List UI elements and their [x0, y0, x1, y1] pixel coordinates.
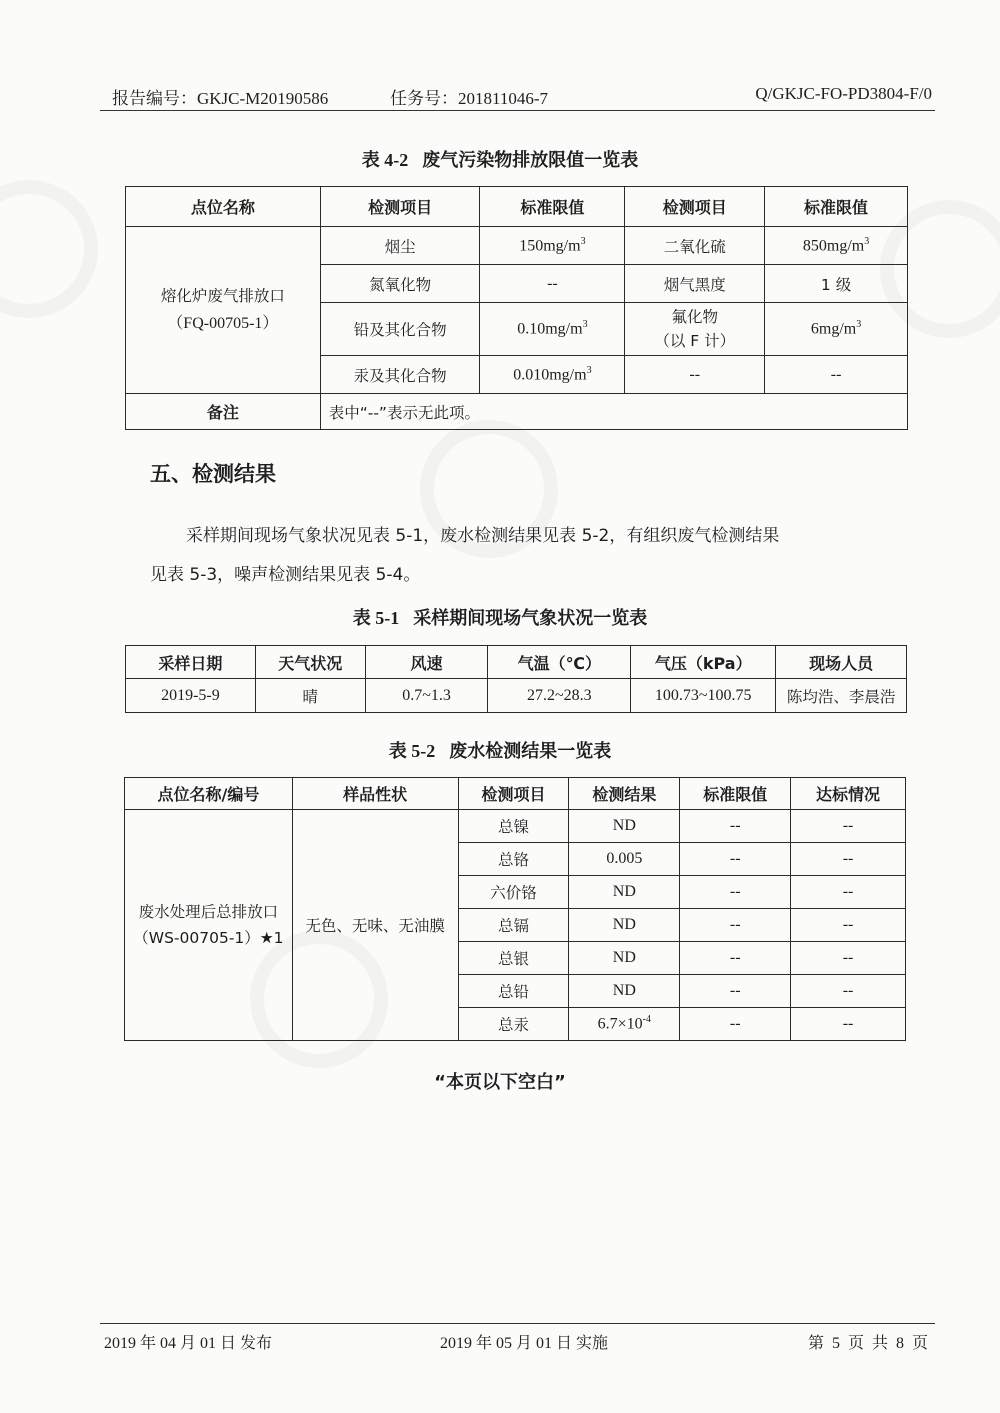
section-title: 五、检测结果 [150, 462, 276, 486]
status-cell: -- [791, 843, 906, 876]
table-5-1-caption [0, 604, 1000, 630]
col-header: 达标情况 [791, 778, 906, 810]
item-cell: 汞及其化合物 [320, 356, 480, 394]
sampling-date: 2019-5-9 [126, 679, 256, 713]
limit-cell: -- [680, 843, 791, 876]
status-cell: -- [791, 1008, 906, 1041]
item-cell: -- [625, 356, 765, 394]
weather: 晴 [255, 679, 365, 713]
effective-date: 2019 年 05 月 01 日 实施 [440, 1335, 609, 1352]
field-staff: 陈均浩、李晨浩 [776, 679, 907, 713]
table-row [126, 679, 907, 713]
item-note: （以 F 计） [654, 332, 736, 350]
site-name: 熔化炉废气排放口 [160, 287, 285, 305]
table-5-2 [124, 777, 906, 1041]
col-header: 现场人员 [776, 646, 907, 679]
col-header: 标准限值 [765, 187, 908, 227]
limit-cell: -- [680, 909, 791, 942]
item-cell: 烟尘 [320, 227, 480, 265]
limit-cell: -- [680, 876, 791, 909]
status-cell: -- [791, 975, 906, 1008]
col-header: 天气状况 [255, 646, 365, 679]
limit-cell: $0.10mg/m^3$ [480, 303, 625, 356]
col-header: 气温（℃） [488, 646, 631, 679]
paragraph-line: 见表 5-3，噪声检测结果见表 5-4。 [150, 565, 421, 585]
caption-title: 采样期间现场气象状况一览表 [413, 608, 648, 629]
col-header: 样品性状 [292, 778, 458, 810]
col-header: 气压（kPa） [631, 646, 776, 679]
wind-speed: 0.7~1.3 [365, 679, 488, 713]
item-cell: 烟气黑度 [625, 265, 765, 303]
item-cell: 氮氧化物 [320, 265, 480, 303]
result-cell: ND [569, 810, 680, 843]
site-cell [126, 227, 321, 394]
task-number: 任务号：201811046-7 [390, 89, 549, 108]
result-cell: ND [569, 942, 680, 975]
item-cell: 总铬 [458, 843, 569, 876]
item-cell: 六价铬 [458, 876, 569, 909]
limit-cell: -- [680, 1008, 791, 1041]
item-cell: 总铅 [458, 975, 569, 1008]
limit-cell: -- [480, 265, 625, 303]
temperature: 27.2~28.3 [488, 679, 631, 713]
limit-cell: -- [765, 356, 908, 394]
result-cell: ND [569, 975, 680, 1008]
status-cell: -- [791, 909, 906, 942]
col-header: 采样日期 [126, 646, 256, 679]
status-cell: -- [791, 810, 906, 843]
result-cell: ND [569, 909, 680, 942]
limit-cell: $850mg/m^3$ [765, 227, 908, 265]
page-number: 第 5 页 共 8 页 [807, 1335, 930, 1352]
blank-page-note: “本页以下空白” [434, 1072, 566, 1093]
note-label: 备注 [126, 394, 321, 430]
status-cell: -- [791, 876, 906, 909]
site-cell [125, 810, 293, 1041]
col-header: 检测项目 [458, 778, 569, 810]
limit-cell: $0.010mg/m^3$ [480, 356, 625, 394]
item-cell: 总镍 [458, 810, 569, 843]
limit-cell: $6mg/m^3$ [765, 303, 908, 356]
status-cell: -- [791, 942, 906, 975]
footer-divider [100, 1323, 935, 1324]
site-code: （WS-00705-1）★1 [133, 929, 284, 947]
watermark-seal [0, 180, 98, 318]
limit-cell: -- [680, 810, 791, 843]
issue-date: 2019 年 04 月 01 日 发布 [104, 1335, 273, 1352]
table-5-1 [125, 645, 907, 713]
item-cell: 二氧化硫 [625, 227, 765, 265]
limit-cell: 1 级 [765, 265, 908, 303]
col-header: 标准限值 [480, 187, 625, 227]
item-cell [625, 303, 765, 356]
item-cell: 总镉 [458, 909, 569, 942]
table-4-2 [125, 186, 908, 430]
caption-number: 表 5-1 [352, 608, 400, 628]
table-4-2-caption [0, 146, 1000, 172]
result-cell: 0.005 [569, 843, 680, 876]
paragraph-line: 采样期间现场气象状况见表 5-1，废水检测结果见表 5-2，有组织废气检测结果 [186, 526, 780, 546]
table-5-2-caption [0, 737, 1000, 763]
caption-number: 表 5-2 [388, 741, 436, 761]
table-row [126, 227, 908, 265]
table-row [125, 810, 906, 843]
limit-cell: -- [680, 975, 791, 1008]
item-cell: 总银 [458, 942, 569, 975]
sample-description: 无色、无味、无油膜 [292, 810, 458, 1041]
item-cell: 铅及其化合物 [320, 303, 480, 356]
col-header: 点位名称/编号 [125, 778, 293, 810]
col-header: 标准限值 [680, 778, 791, 810]
col-header: 检测结果 [569, 778, 680, 810]
header-divider [100, 110, 935, 111]
site-code: （FQ-00705-1） [167, 315, 279, 332]
col-header: 检测项目 [625, 187, 765, 227]
col-header: 点位名称 [126, 187, 321, 227]
caption-title: 废气污染物排放限值一览表 [422, 150, 639, 171]
result-cell: ND [569, 876, 680, 909]
caption-number: 表 4-2 [361, 150, 409, 170]
pressure: 100.73~100.75 [631, 679, 776, 713]
col-header: 风速 [365, 646, 488, 679]
note-row [126, 394, 908, 430]
item-cell: 总汞 [458, 1008, 569, 1041]
site-name: 废水处理后总排放口 [138, 903, 279, 921]
form-code: Q/GKJC-FO-PD3804-F/0 [755, 84, 932, 103]
limit-cell: -- [680, 942, 791, 975]
col-header: 检测项目 [320, 187, 480, 227]
item-name: 氟化物 [671, 308, 718, 326]
report-number: 报告编号：GKJC-M20190586 [112, 89, 329, 108]
limit-cell: $150mg/m^3$ [480, 227, 625, 265]
caption-title: 废水检测结果一览表 [449, 741, 612, 762]
note-text: 表中“--”表示无此项。 [320, 394, 907, 430]
result-cell: $6.7\times 10^{-4}$ [569, 1008, 680, 1041]
